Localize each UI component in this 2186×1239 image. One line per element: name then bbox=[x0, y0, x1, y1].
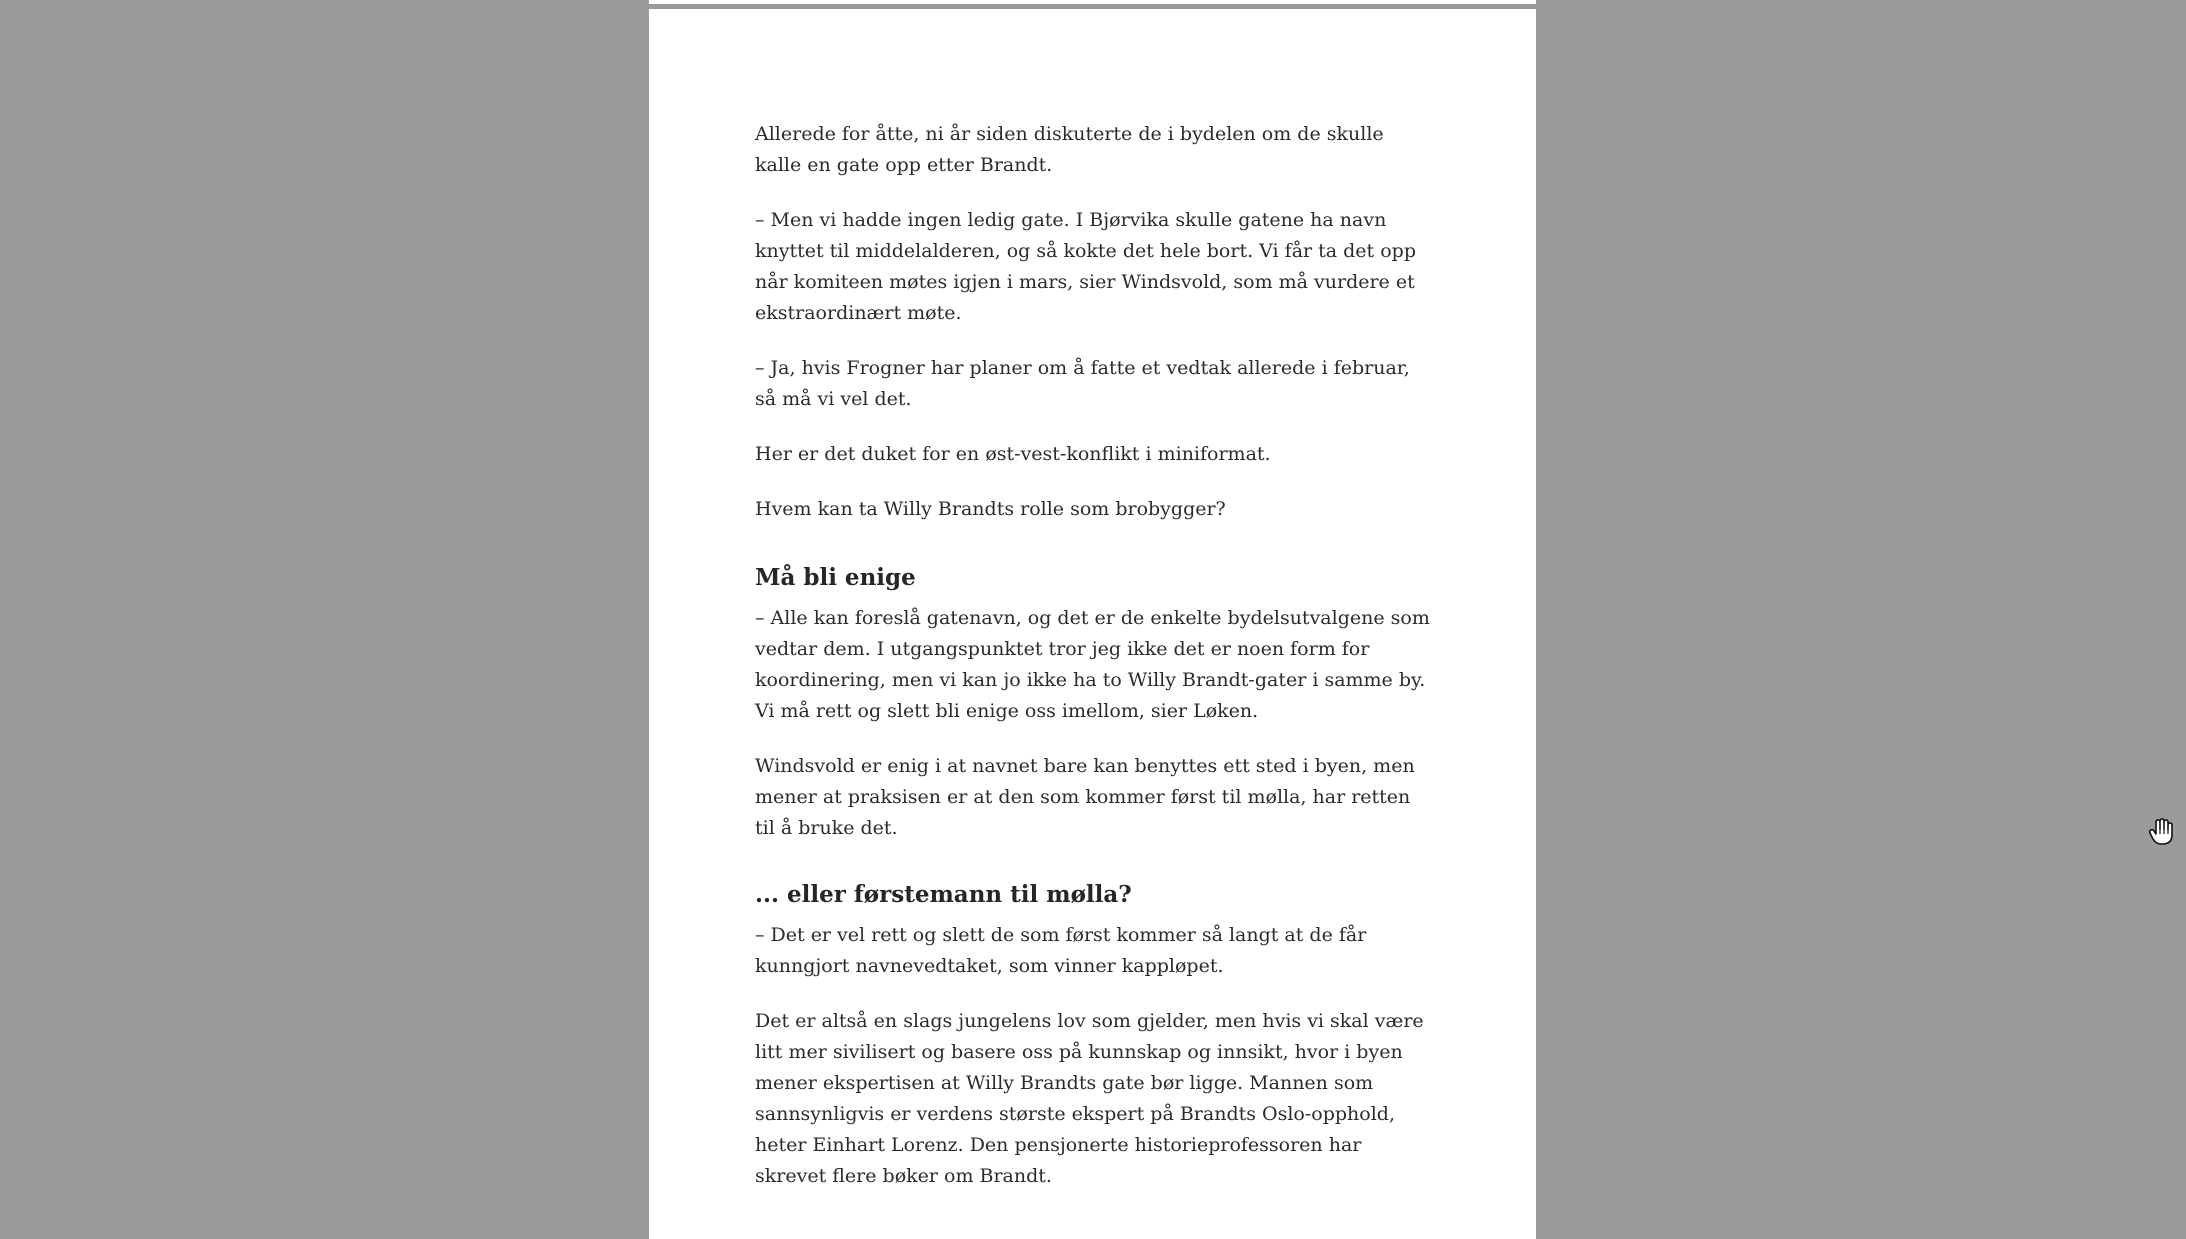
previous-page-edge bbox=[649, 0, 1536, 4]
section-heading: Må bli enige bbox=[755, 564, 916, 591]
paragraph: Windsvold er enig i at navnet bare kan benyttes ett sted i byen, men mener at praksisen er at den som kommer først til mølla, har retten til å bruke det. bbox=[755, 755, 1415, 839]
paragraph: Det er altså en slags jungelens lov som gjelder, men hvis vi skal være litt mer sivilisert og basere oss på kunnskap og innsikt, hvor i byen mener ekspertisen at Willy Brandts gate bør ligge. Mannen som sannsynligvis er verdens største ekspert på Brandts Oslo-opphold, heter Einhart Lorenz. Den pensjonerte historieprofessoren har skrevet flere bøker om Brandt. bbox=[755, 1010, 1424, 1187]
hand-pointer-icon bbox=[2148, 818, 2174, 846]
section-heading: ... eller førstemann til mølla? bbox=[755, 881, 1132, 908]
paragraph: – Men vi hadde ingen ledig gate. I Bjørvika skulle gatene ha navn knyttet til middelalderen, og så kokte det hele bort. Vi får ta det opp når komiteen møtes igjen i mars, sier Windsvold, som må vurdere et ekstraordinært møte. bbox=[755, 209, 1416, 324]
paragraph: Allerede for åtte, ni år siden diskuterte de i bydelen om de skulle kalle en gate opp etter Brandt. bbox=[755, 123, 1384, 176]
document-page bbox=[649, 9, 1536, 1239]
paragraph: Hvem kan ta Willy Brandts rolle som brobygger? bbox=[755, 498, 1226, 520]
article-body bbox=[755, 119, 1435, 1216]
paragraph: – Alle kan foreslå gatenavn, og det er de enkelte bydelsutvalgene som vedtar dem. I utgangspunktet tror jeg ikke det er noen form for koordinering, men vi kan jo ikke ha to Willy Brandt-gater i samme by. Vi må rett og slett bli enige oss imellom, sier Løken. bbox=[755, 607, 1430, 722]
paragraph: – Ja, hvis Frogner har planer om å fatte et vedtak allerede i februar, så må vi vel det. bbox=[755, 357, 1410, 410]
paragraph: Her er det duket for en øst-vest-konflikt i miniformat. bbox=[755, 443, 1271, 465]
paragraph: – Det er vel rett og slett de som først kommer så langt at de får kunngjort navnevedtaket, som vinner kappløpet. bbox=[755, 924, 1367, 977]
